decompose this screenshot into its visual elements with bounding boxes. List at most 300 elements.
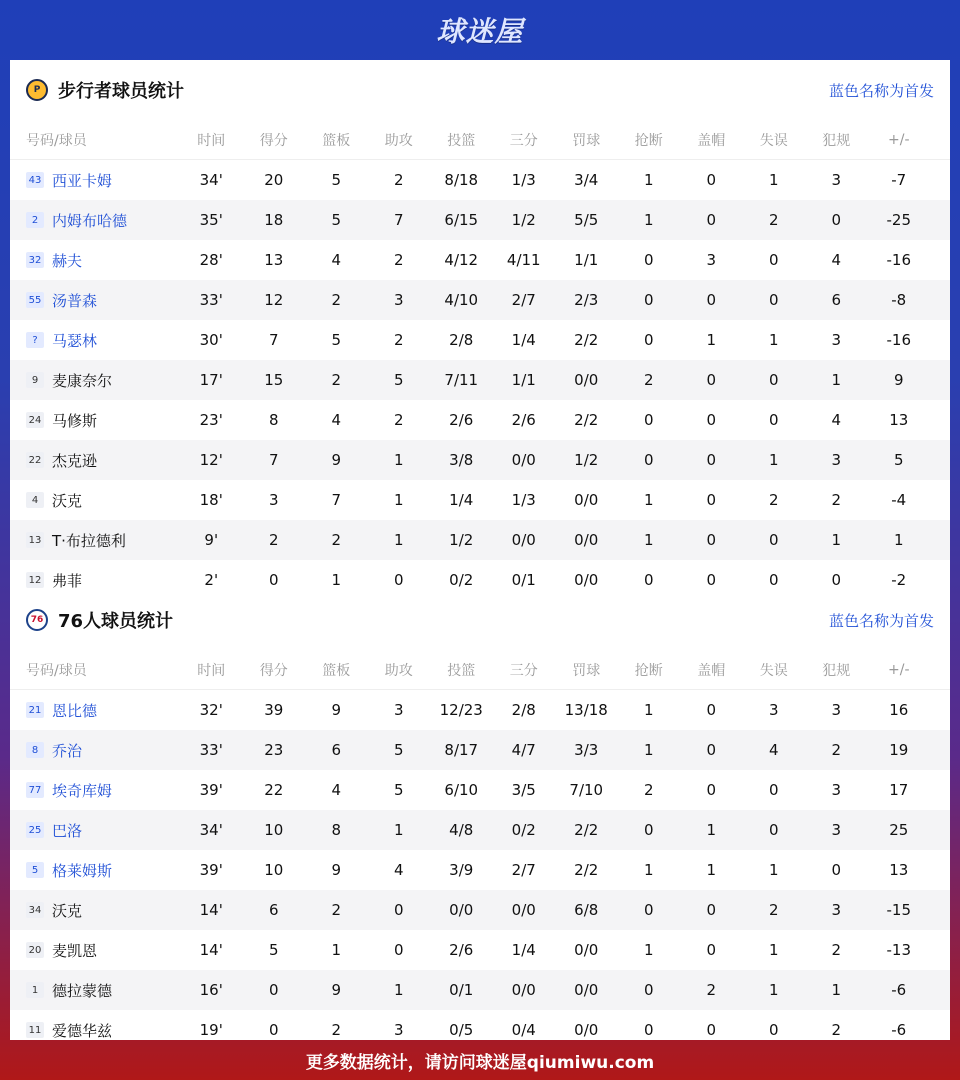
stats-table (10, 650, 950, 1050)
stat-cell: 10 (264, 861, 284, 879)
stat-cell: 1 (768, 451, 779, 469)
stat-cell: 32' (199, 701, 223, 719)
stat-cell: 2/8 (511, 701, 536, 719)
stat-cell: 4/12 (444, 251, 479, 269)
stat-cell: 9 (331, 981, 342, 999)
column-header: 投篮 (447, 662, 476, 679)
stat-cell: 4 (831, 411, 842, 429)
player-name-link[interactable]: 马瑟林 (52, 331, 98, 350)
stat-cell: 1 (331, 941, 342, 959)
table-row (10, 400, 950, 440)
column-header: 盖帽 (697, 662, 726, 679)
stat-cell: 28' (199, 251, 223, 269)
stat-cell: 2/7 (511, 291, 536, 309)
stat-cell: 5 (331, 331, 342, 349)
stat-cell: 0 (706, 211, 717, 229)
stat-cell: -16 (886, 331, 911, 349)
player-cell (10, 860, 180, 881)
player-name-link[interactable]: 巴洛 (52, 821, 83, 840)
stat-cell: 7/10 (569, 781, 604, 799)
stat-cell: 0 (831, 211, 842, 229)
stat-cell: 1 (643, 531, 654, 549)
stat-cell: 0 (706, 371, 717, 389)
stat-cell: 4 (331, 411, 342, 429)
player-cell (10, 980, 180, 1001)
stat-cell: 6/8 (574, 901, 599, 919)
stat-cell: 2/3 (574, 291, 599, 309)
column-header: +/- (888, 131, 910, 148)
stat-cell: 2 (331, 371, 342, 389)
stat-cell: 0 (768, 821, 779, 839)
table-row (10, 970, 950, 1010)
stat-cell: 8/18 (444, 171, 479, 189)
stat-cell: 1 (768, 981, 779, 999)
stat-cell: 6/10 (444, 781, 479, 799)
jersey-number-badge: 77 (26, 782, 44, 798)
jersey-number-badge: 2 (26, 212, 44, 228)
stat-cell: 3/8 (449, 451, 474, 469)
table-row (10, 890, 950, 930)
stat-cell: 0 (643, 1021, 654, 1039)
stat-cell: 3 (831, 901, 842, 919)
stat-cell: 1/2 (574, 451, 599, 469)
stat-cell: 3 (393, 291, 404, 309)
stat-cell: 0/1 (449, 981, 474, 999)
stat-cell: 0 (643, 331, 654, 349)
stat-cell: 0 (706, 741, 717, 759)
stat-cell: 18 (264, 211, 284, 229)
stat-cell: 13 (889, 861, 909, 879)
starter-legend-note: 蓝色名称为首发 (828, 82, 934, 100)
stat-cell: -15 (886, 901, 911, 919)
stat-cell: 2 (268, 531, 279, 549)
player-name-link[interactable]: 赫夫 (52, 251, 83, 270)
stat-cell: 7 (268, 331, 279, 349)
pacers-logo-icon: P (26, 79, 48, 101)
column-header: 时间 (197, 662, 226, 679)
table-row (10, 730, 950, 770)
column-header: 失误 (759, 662, 788, 679)
jersey-number-badge: 34 (26, 902, 44, 918)
stat-cell: 10 (264, 821, 284, 839)
section-title-bar (10, 590, 950, 650)
stat-cell: 2 (831, 491, 842, 509)
stat-cell: 3 (393, 701, 404, 719)
stat-cell: 1/2 (511, 211, 536, 229)
player-name-link[interactable]: 德拉蒙德 (52, 981, 113, 1000)
stat-cell: 15 (264, 371, 284, 389)
stat-cell: 2/6 (511, 411, 536, 429)
stat-cell: 2 (331, 1021, 342, 1039)
stat-cell: 2 (643, 781, 654, 799)
stat-cell: 1 (831, 981, 842, 999)
stat-cell: 1 (768, 171, 779, 189)
stat-cell: 12' (199, 451, 223, 469)
stat-cell: 8 (268, 411, 279, 429)
stat-cell: 23 (264, 741, 284, 759)
footer-banner[interactable]: 更多数据统计，请访问球迷屋qiumiwu.com (305, 1052, 655, 1073)
player-cell (10, 330, 180, 351)
player-cell (10, 940, 180, 961)
stat-cell: 35' (199, 211, 223, 229)
stat-cell: 2 (831, 941, 842, 959)
stat-cell: 0 (706, 491, 717, 509)
table-header-row (10, 120, 950, 160)
stat-cell: 1/4 (449, 491, 474, 509)
stat-cell: 2 (768, 211, 779, 229)
player-name-link[interactable]: 汤普森 (52, 291, 98, 310)
stat-cell: 14' (199, 901, 223, 919)
stat-cell: 1 (768, 331, 779, 349)
player-name-link[interactable]: 乔治 (52, 741, 83, 760)
table-row (10, 200, 950, 240)
stat-cell: 2 (393, 411, 404, 429)
player-name-link[interactable]: 麦康奈尔 (52, 371, 113, 390)
stat-cell: -6 (891, 981, 907, 999)
stat-cell: 19' (199, 1021, 223, 1039)
player-cell (10, 210, 180, 231)
player-name-link[interactable]: 麦凯恩 (52, 941, 98, 960)
stats-panel (10, 60, 950, 1040)
jersey-number-badge: 4 (26, 492, 44, 508)
column-header: 篮板 (322, 662, 351, 679)
stat-cell: -2 (891, 571, 907, 589)
stats-table (10, 120, 950, 600)
stat-cell: 0 (768, 531, 779, 549)
stat-cell: 1 (393, 981, 404, 999)
stat-cell: 9 (331, 451, 342, 469)
stat-cell: 2 (768, 491, 779, 509)
column-header: 失误 (759, 132, 788, 149)
stat-cell: 3 (831, 451, 842, 469)
stat-cell: 25 (889, 821, 909, 839)
jersey-number-badge: 22 (26, 452, 44, 468)
table-row (10, 850, 950, 890)
stat-cell: 3/3 (574, 741, 599, 759)
stat-cell: 3/9 (449, 861, 474, 879)
stat-cell: 0 (643, 981, 654, 999)
stat-cell: 17 (889, 781, 909, 799)
column-header: 号码/球员 (26, 132, 87, 149)
player-name-link[interactable]: 格莱姆斯 (52, 861, 113, 880)
stat-cell: 9 (331, 861, 342, 879)
stat-cell: 5 (393, 371, 404, 389)
stat-cell: 2 (831, 741, 842, 759)
section-title: 步行者球员统计 (58, 81, 184, 102)
stat-cell: 1 (393, 491, 404, 509)
stat-cell: 1 (643, 701, 654, 719)
player-cell (10, 290, 180, 311)
jersey-number-badge: 21 (26, 702, 44, 718)
stat-cell: 1 (393, 531, 404, 549)
table-row (10, 930, 950, 970)
stat-cell: 1 (706, 861, 717, 879)
stat-cell: 0 (643, 291, 654, 309)
player-name-link[interactable]: 沃克 (52, 491, 83, 510)
stat-cell: 5 (393, 781, 404, 799)
stat-cell: 2/8 (449, 331, 474, 349)
stat-cell: 0 (643, 411, 654, 429)
stat-cell: 2' (204, 571, 219, 589)
stat-cell: 1/4 (511, 331, 536, 349)
stat-cell: 0/0 (511, 451, 536, 469)
stat-cell: 0/1 (511, 571, 536, 589)
stat-cell: 2 (331, 901, 342, 919)
table-header-row (10, 650, 950, 690)
stat-cell: 5/5 (574, 211, 599, 229)
stat-cell: 2/2 (574, 821, 599, 839)
stat-cell: 0/0 (449, 901, 474, 919)
stat-cell: 34' (199, 821, 223, 839)
stat-cell: 0/5 (449, 1021, 474, 1039)
stat-cell: 22 (264, 781, 284, 799)
column-header: 三分 (509, 132, 538, 149)
stat-cell: 3/5 (511, 781, 536, 799)
stat-cell: 2/6 (449, 941, 474, 959)
stat-cell: 0 (768, 1021, 779, 1039)
stat-cell: 1 (706, 821, 717, 839)
jersey-number-badge: 55 (26, 292, 44, 308)
stat-cell: -16 (886, 251, 911, 269)
column-header: 抢断 (634, 132, 663, 149)
section-title-bar (10, 60, 950, 120)
stat-cell: 4 (331, 251, 342, 269)
column-header: 号码/球员 (26, 662, 87, 679)
stat-cell: 5 (268, 941, 279, 959)
stat-cell: 6 (268, 901, 279, 919)
stat-cell: 39' (199, 861, 223, 879)
stat-cell: 3/4 (574, 171, 599, 189)
stat-cell: 5 (331, 171, 342, 189)
stat-cell: 39' (199, 781, 223, 799)
stat-cell: 0 (706, 701, 717, 719)
table-row (10, 280, 950, 320)
stat-cell: 39 (264, 701, 284, 719)
stat-cell: 0 (643, 571, 654, 589)
site-logo[interactable]: 球迷屋 (436, 15, 524, 48)
stat-cell: 0 (706, 571, 717, 589)
player-cell (10, 570, 180, 591)
stat-cell: -25 (886, 211, 911, 229)
column-header: 罚球 (572, 662, 601, 679)
stat-cell: 5 (893, 451, 904, 469)
player-cell (10, 370, 180, 391)
stat-cell: 0 (768, 571, 779, 589)
table-row (10, 160, 950, 200)
player-cell (10, 250, 180, 271)
player-name-link[interactable]: T·布拉德利 (52, 531, 126, 550)
stat-cell: 1/2 (449, 531, 474, 549)
stat-cell: 0 (768, 371, 779, 389)
table-row (10, 480, 950, 520)
stat-cell: 0 (706, 781, 717, 799)
jersey-number-badge: 8 (26, 742, 44, 758)
stat-cell: 0 (393, 941, 404, 959)
stat-cell: 1 (393, 451, 404, 469)
stat-cell: 1/1 (574, 251, 599, 269)
table-row (10, 770, 950, 810)
stat-cell: 33' (199, 291, 223, 309)
stat-cell: 19 (889, 741, 909, 759)
stat-cell: 4/10 (444, 291, 479, 309)
player-name-link[interactable]: 恩比德 (52, 701, 98, 720)
76ers-logo-icon: 76 (26, 609, 48, 631)
stat-cell: 1 (768, 861, 779, 879)
player-name-link[interactable]: 西亚卡姆 (52, 171, 113, 190)
stat-cell: 0/0 (511, 531, 536, 549)
stat-cell: 0/0 (574, 371, 599, 389)
stat-cell: 3 (393, 1021, 404, 1039)
stat-cell: 1/1 (511, 371, 536, 389)
column-header: 投篮 (447, 132, 476, 149)
stat-cell: 2 (393, 251, 404, 269)
stat-cell: -13 (886, 941, 911, 959)
stat-cell: 1 (706, 331, 717, 349)
player-cell (10, 450, 180, 471)
table-row (10, 240, 950, 280)
table-row (10, 320, 950, 360)
stat-cell: 9' (204, 531, 219, 549)
player-cell (10, 490, 180, 511)
column-header: 犯规 (822, 132, 851, 149)
stat-cell: 0 (768, 781, 779, 799)
stat-cell: -7 (891, 171, 907, 189)
jersey-number-badge: 11 (26, 1022, 44, 1038)
column-header: 犯规 (822, 662, 851, 679)
stat-cell: 4 (768, 741, 779, 759)
player-name-link[interactable]: 马修斯 (52, 411, 98, 430)
column-header: 三分 (509, 662, 538, 679)
stat-cell: 8/17 (444, 741, 479, 759)
stat-cell: 8 (331, 821, 342, 839)
stat-cell: 0 (393, 901, 404, 919)
stat-cell: 1 (393, 821, 404, 839)
player-name-link[interactable]: 沃克 (52, 901, 83, 920)
jersey-number-badge: 20 (26, 942, 44, 958)
player-cell (10, 1020, 180, 1041)
stat-cell: 0 (706, 411, 717, 429)
stat-cell: 2 (393, 331, 404, 349)
stat-cell: 0/0 (574, 941, 599, 959)
stat-cell: 0 (268, 1021, 279, 1039)
stat-cell: 0/2 (511, 821, 536, 839)
stat-cell: 20 (264, 171, 284, 189)
jersey-number-badge: 1 (26, 982, 44, 998)
stat-cell: 2/7 (511, 861, 536, 879)
stat-cell: 6/15 (444, 211, 479, 229)
column-header: 盖帽 (697, 132, 726, 149)
player-cell (10, 820, 180, 841)
table-row (10, 520, 950, 560)
player-name-link[interactable]: 埃奇库姆 (52, 781, 113, 800)
stat-cell: 0 (706, 451, 717, 469)
stat-cell: 0 (643, 451, 654, 469)
table-row (10, 360, 950, 400)
player-cell (10, 700, 180, 721)
player-cell (10, 900, 180, 921)
stat-cell: 3 (831, 781, 842, 799)
stat-cell: 1/3 (511, 171, 536, 189)
stat-cell: 0 (268, 981, 279, 999)
stat-cell: 1 (893, 531, 904, 549)
team-section-76ers (10, 590, 950, 1050)
stat-cell: 9 (331, 701, 342, 719)
column-header: 篮板 (322, 132, 351, 149)
stat-cell: 0/0 (574, 981, 599, 999)
stat-cell: 0/0 (574, 571, 599, 589)
stat-cell: 2 (768, 901, 779, 919)
stat-cell: 13 (889, 411, 909, 429)
stat-cell: 3 (268, 491, 279, 509)
stat-cell: 0 (706, 901, 717, 919)
stat-cell: -4 (891, 491, 907, 509)
stat-cell: 2 (331, 291, 342, 309)
column-header: 助攻 (384, 662, 413, 679)
stat-cell: 2/2 (574, 331, 599, 349)
stat-cell: 7 (331, 491, 342, 509)
stat-cell: 0/0 (511, 981, 536, 999)
stat-cell: 0 (706, 1021, 717, 1039)
stat-cell: 2 (331, 531, 342, 549)
stat-cell: 7 (393, 211, 404, 229)
stat-cell: 0/0 (574, 1021, 599, 1039)
player-name-link[interactable]: 爱德华兹 (52, 1021, 113, 1040)
stat-cell: 2 (643, 371, 654, 389)
jersey-number-badge: 12 (26, 572, 44, 588)
player-cell (10, 170, 180, 191)
stat-cell: 6 (331, 741, 342, 759)
stat-cell: 4/11 (506, 251, 541, 269)
column-header: 罚球 (572, 132, 601, 149)
stat-cell: 0/4 (511, 1021, 536, 1039)
stat-cell: 3 (831, 821, 842, 839)
stat-cell: 13/18 (564, 701, 608, 719)
jersey-number-badge: 25 (26, 822, 44, 838)
stat-cell: 0/0 (574, 491, 599, 509)
team-section-pacers (10, 60, 950, 600)
stat-cell: 0 (831, 861, 842, 879)
stat-cell: 0 (643, 821, 654, 839)
stat-cell: 14' (199, 941, 223, 959)
stat-cell: 12/23 (439, 701, 483, 719)
stat-cell: 0 (268, 571, 279, 589)
stat-cell: 7/11 (444, 371, 479, 389)
stat-cell: 0 (643, 901, 654, 919)
stat-cell: 3 (768, 701, 779, 719)
stat-cell: 18' (199, 491, 223, 509)
stat-cell: 0 (706, 171, 717, 189)
stat-cell: 0 (643, 251, 654, 269)
stat-cell: 17' (199, 371, 223, 389)
column-header: 抢断 (634, 662, 663, 679)
stat-cell: 1 (831, 531, 842, 549)
stat-cell: 0 (706, 291, 717, 309)
stat-cell: 1 (643, 861, 654, 879)
stat-cell: 4/8 (449, 821, 474, 839)
stat-cell: 1 (643, 491, 654, 509)
stat-cell: 1/4 (511, 941, 536, 959)
player-name-link[interactable]: 内姆布哈德 (52, 211, 128, 230)
player-name-link[interactable]: 弗菲 (52, 571, 83, 590)
stat-cell: 1 (768, 941, 779, 959)
stat-cell: 4 (831, 251, 842, 269)
player-name-link[interactable]: 杰克逊 (52, 451, 98, 470)
player-cell (10, 780, 180, 801)
table-row (10, 810, 950, 850)
stat-cell: 0 (768, 411, 779, 429)
stat-cell: 0/0 (574, 531, 599, 549)
stat-cell: 0/0 (511, 901, 536, 919)
